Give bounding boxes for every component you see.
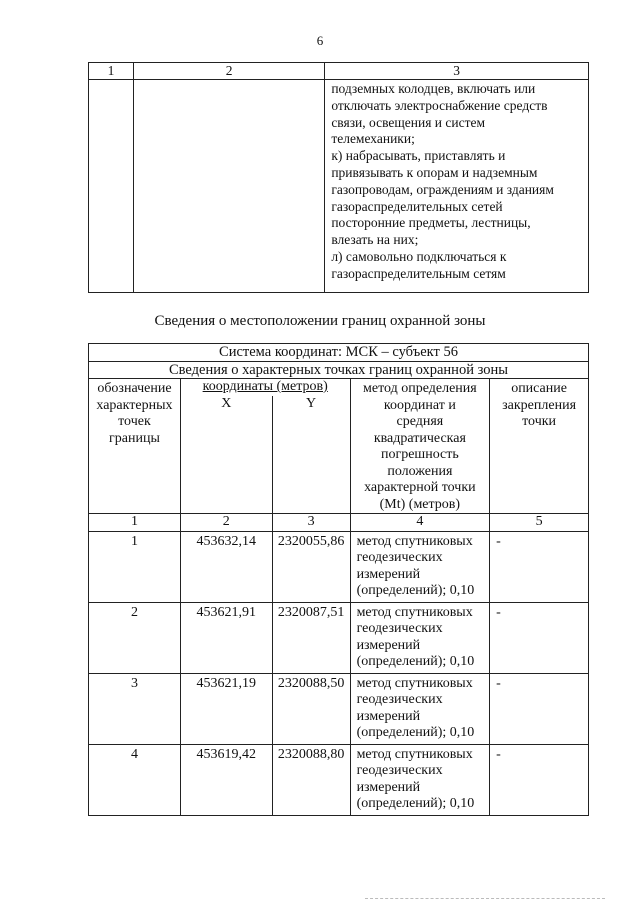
- method-cell: [350, 744, 490, 815]
- header-line: средняя: [396, 414, 444, 429]
- column-number: 3: [325, 63, 589, 80]
- text-line: телемеханики;: [331, 131, 415, 147]
- table-row: [89, 673, 589, 744]
- coordinate-system: Система координат: МСК – субъект 56: [89, 344, 589, 362]
- footer-divider: [365, 898, 605, 899]
- empty-cell: [89, 80, 134, 293]
- method-line: метод спутниковых: [356, 746, 473, 762]
- y-coordinate: 2320088,50: [272, 673, 350, 744]
- text-line: подземных колодцев, включать или: [331, 81, 536, 96]
- text-line: отключать электроснабжение средств: [331, 97, 548, 113]
- boundary-points-table: [88, 343, 589, 816]
- point-designation-header: [89, 379, 181, 514]
- column-number: 3: [272, 514, 350, 532]
- column-number-row: [89, 514, 589, 532]
- column-number: 1: [89, 63, 134, 80]
- point-number: 4: [89, 744, 181, 815]
- header-line: характерной точки: [364, 480, 476, 495]
- header-line: точки: [522, 414, 557, 429]
- y-coordinate: 2320087,51: [272, 602, 350, 673]
- fixing-description-header: [490, 379, 589, 514]
- method-line: (определений); 0,10: [356, 796, 475, 811]
- coordinates-header: [180, 379, 350, 396]
- fixing-description: -: [490, 531, 589, 602]
- header-line: границы: [109, 430, 160, 446]
- text-line: газораспределительным сетям: [331, 265, 506, 281]
- method-line: измерений: [356, 566, 421, 582]
- method-line: геодезических: [356, 692, 443, 707]
- header-line: точек: [118, 414, 151, 429]
- empty-cell: [133, 80, 324, 293]
- header-line: характерных: [96, 397, 173, 413]
- text-line: л) самовольно подключаться к: [331, 248, 507, 264]
- table-row: [89, 80, 589, 293]
- y-coordinate: 2320088,80: [272, 744, 350, 815]
- method-line: (определений); 0,10: [356, 725, 475, 740]
- fixing-description: -: [490, 602, 589, 673]
- x-coordinate: 453621,19: [180, 673, 272, 744]
- method-line: геодезических: [356, 621, 443, 636]
- header-line: координат и: [383, 397, 456, 413]
- column-number: 2: [133, 63, 324, 80]
- header-line: (Mt) (метров): [379, 496, 461, 512]
- prohibitions-text: [325, 80, 589, 293]
- point-number: 3: [89, 673, 181, 744]
- prohibitions-continuation-table: [88, 62, 589, 293]
- fixing-description: -: [490, 744, 589, 815]
- x-coordinate: 453632,14: [180, 531, 272, 602]
- coordinates-header-label: координаты (метров): [202, 379, 328, 394]
- text-line: связи, освещения и систем: [331, 114, 486, 130]
- x-coordinate: 453619,42: [180, 744, 272, 815]
- header-line: погрешность: [380, 447, 459, 462]
- point-number: 2: [89, 602, 181, 673]
- method-line: (определений); 0,10: [356, 654, 475, 669]
- text-line: газопроводам, ограждениям и зданиям: [331, 181, 554, 197]
- method-line: метод спутниковых: [356, 533, 473, 549]
- x-header: X: [180, 396, 272, 514]
- table-row: [89, 744, 589, 815]
- table-subtitle-row: [89, 361, 589, 379]
- header-line: описание: [511, 381, 567, 396]
- x-coordinate: 453621,91: [180, 602, 272, 673]
- header-line: метод определения: [363, 381, 477, 396]
- y-header: Y: [272, 396, 350, 514]
- method-line: измерений: [356, 708, 421, 724]
- method-cell: [350, 673, 490, 744]
- text-line: посторонние предметы, лестницы,: [331, 215, 531, 231]
- header-line: закрепления: [502, 397, 577, 413]
- text-line: влезать на них;: [331, 232, 419, 248]
- fixing-description: -: [490, 673, 589, 744]
- method-line: геодезических: [356, 550, 443, 565]
- table-row: [89, 531, 589, 602]
- text-line: к) набрасывать, приставлять и: [331, 148, 506, 164]
- point-number: 1: [89, 531, 181, 602]
- method-line: геодезических: [356, 763, 443, 778]
- y-coordinate: 2320055,86: [272, 531, 350, 602]
- column-number: 4: [350, 514, 490, 532]
- column-header-row: [89, 379, 589, 396]
- column-number: 5: [490, 514, 589, 532]
- method-line: измерений: [356, 637, 421, 653]
- method-header: [350, 379, 490, 514]
- column-number: 1: [89, 514, 181, 532]
- method-cell: [350, 602, 490, 673]
- method-line: (определений); 0,10: [356, 583, 475, 598]
- text-line: привязывать к опорам и надземным: [331, 164, 538, 180]
- header-line: положения: [387, 463, 453, 479]
- header-line: обозначение: [97, 381, 172, 396]
- section-title: Сведения о местоположении границ охранной зоны: [154, 313, 486, 329]
- page-number: 6: [316, 33, 324, 48]
- table-subtitle: Сведения о характерных точках границ охранной зоны: [89, 361, 589, 379]
- method-line: метод спутниковых: [356, 604, 473, 620]
- column-number-row: [89, 63, 589, 80]
- method-cell: [350, 531, 490, 602]
- column-number: 2: [180, 514, 272, 532]
- header-line: квадратическая: [373, 430, 466, 446]
- method-line: метод спутниковых: [356, 675, 473, 691]
- text-line: газораспределительных сетей: [331, 198, 503, 214]
- table-row: [89, 602, 589, 673]
- method-line: измерений: [356, 779, 421, 795]
- coordinate-system-row: [89, 344, 589, 362]
